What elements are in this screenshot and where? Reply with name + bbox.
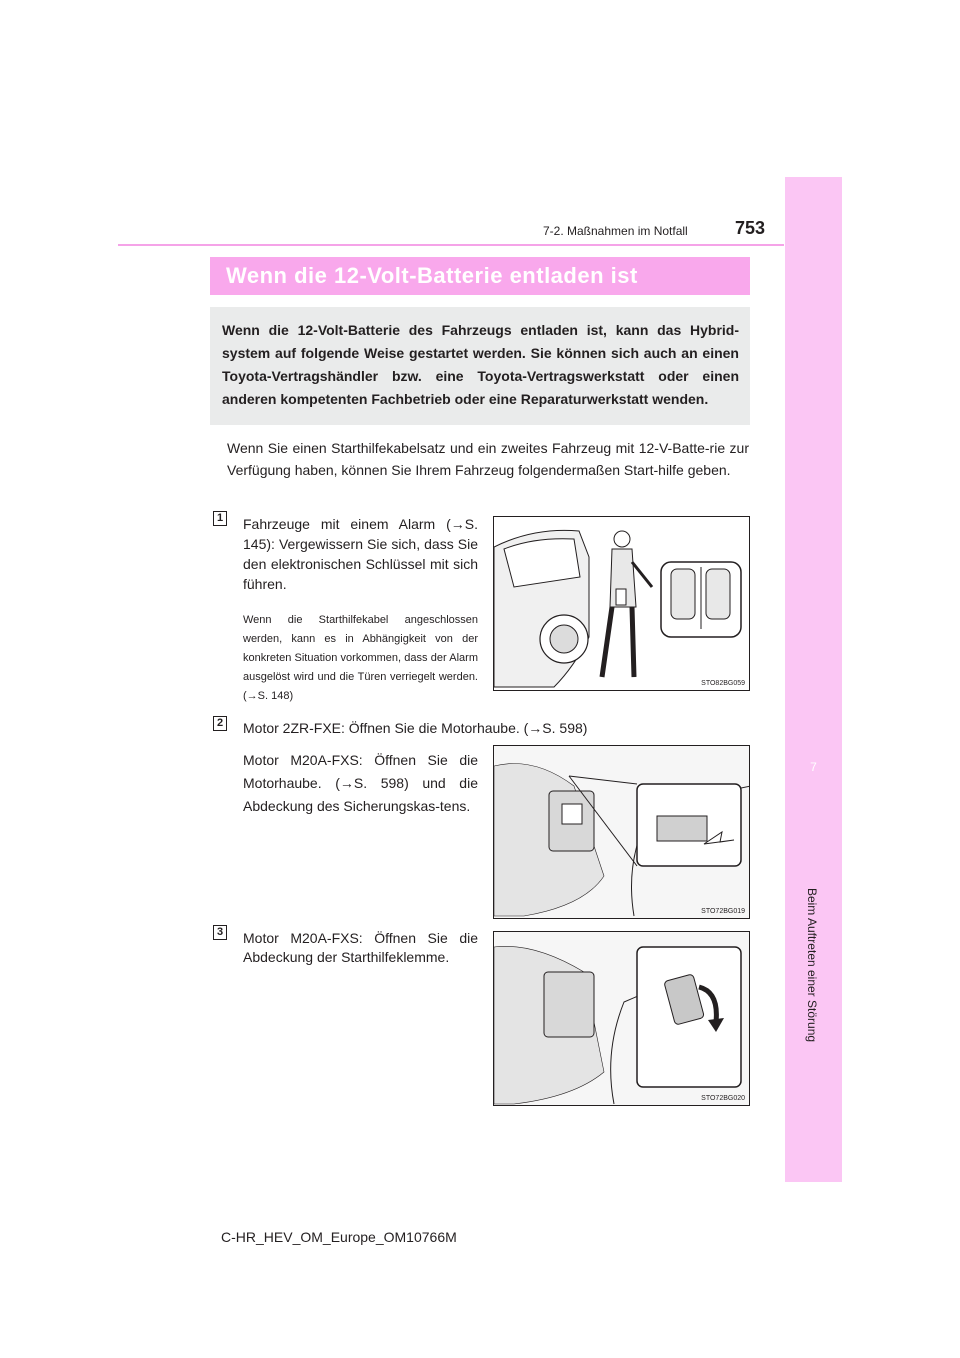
engine-fuse-box-illustration — [494, 746, 750, 919]
step-marker-1: 1 — [213, 511, 227, 526]
section-title: 7-2. Maßnahmen im Notfall — [543, 224, 688, 238]
page-number: 753 — [735, 218, 766, 238]
engine-jump-terminal-illustration — [494, 932, 750, 1106]
step-marker-2: 2 — [213, 716, 227, 731]
figure-jump-terminal — [493, 931, 750, 1106]
chapter-title: Beim Auftreten einer Störung — [805, 887, 819, 1043]
summary-text: Wenn die 12-Volt-Batterie des Fahrzeugs entladen ist, kann das Hybrid-system auf folgende Weise gestartet werden. Sie können sich auch an einen Toyota-Vertragshändler bzw. eine Toyota-Vertragswerkstatt oder einen anderen kompetenten Fachbetrieb oder eine Reparaturwerkstatt wenden. — [222, 322, 739, 407]
step-3-text: Motor M20A-FXS: Öffnen Sie die Abdeckung der Starthilfeklemme. — [243, 930, 478, 965]
car-person-key-illustration — [494, 517, 750, 691]
step-2-text-m20a: Motor M20A-FXS: Öffnen Sie die Motorhaube. (→S. 598) und die Abdeckung des Sicherungskas-tens. — [243, 752, 478, 814]
step-marker-3: 3 — [213, 925, 227, 940]
page-title-bar — [210, 257, 750, 295]
intro-text: Wenn Sie einen Starthilfekabelsatz und ein zweites Fahrzeug mit 12-V-Batte-rie zur Verfügung haben, können Sie Ihrem Fahrzeug folgendermaßen Start-hilfe geben. — [227, 440, 749, 478]
step-1-text: Fahrzeuge mit einem Alarm (→S. 145): Vergewissern Sie sich, dass Sie den elektronischen Schlüssel mit sich führen. — [243, 516, 478, 592]
header-divider — [118, 244, 784, 246]
page-title: Wenn die 12-Volt-Batterie entladen ist — [226, 263, 638, 288]
figure-code: STO82BG059 — [701, 680, 745, 687]
summary-box — [210, 307, 750, 425]
figure-fuse-box — [493, 745, 750, 919]
figure-code: STO72BG020 — [701, 1095, 745, 1102]
figure-code: STO72BG019 — [701, 908, 745, 915]
figure-key-alarm — [493, 516, 750, 691]
document-footer-code: C-HR_HEV_OM_Europe_OM10766M — [221, 1229, 457, 1245]
chapter-number: 7 — [810, 760, 817, 774]
step-1-note: Wenn die Starthilfekabel angeschlossen werden, kann es in Abhängigkeit von der konkreten Situation vorkommen, dass der Alarm ausgelöst wird und die Türen verriegelt werden. (→S. 148) — [243, 614, 478, 702]
step-2-text: Motor 2ZR-FXE: Öffnen Sie die Motorhaube. (→S. 598) — [243, 720, 588, 736]
